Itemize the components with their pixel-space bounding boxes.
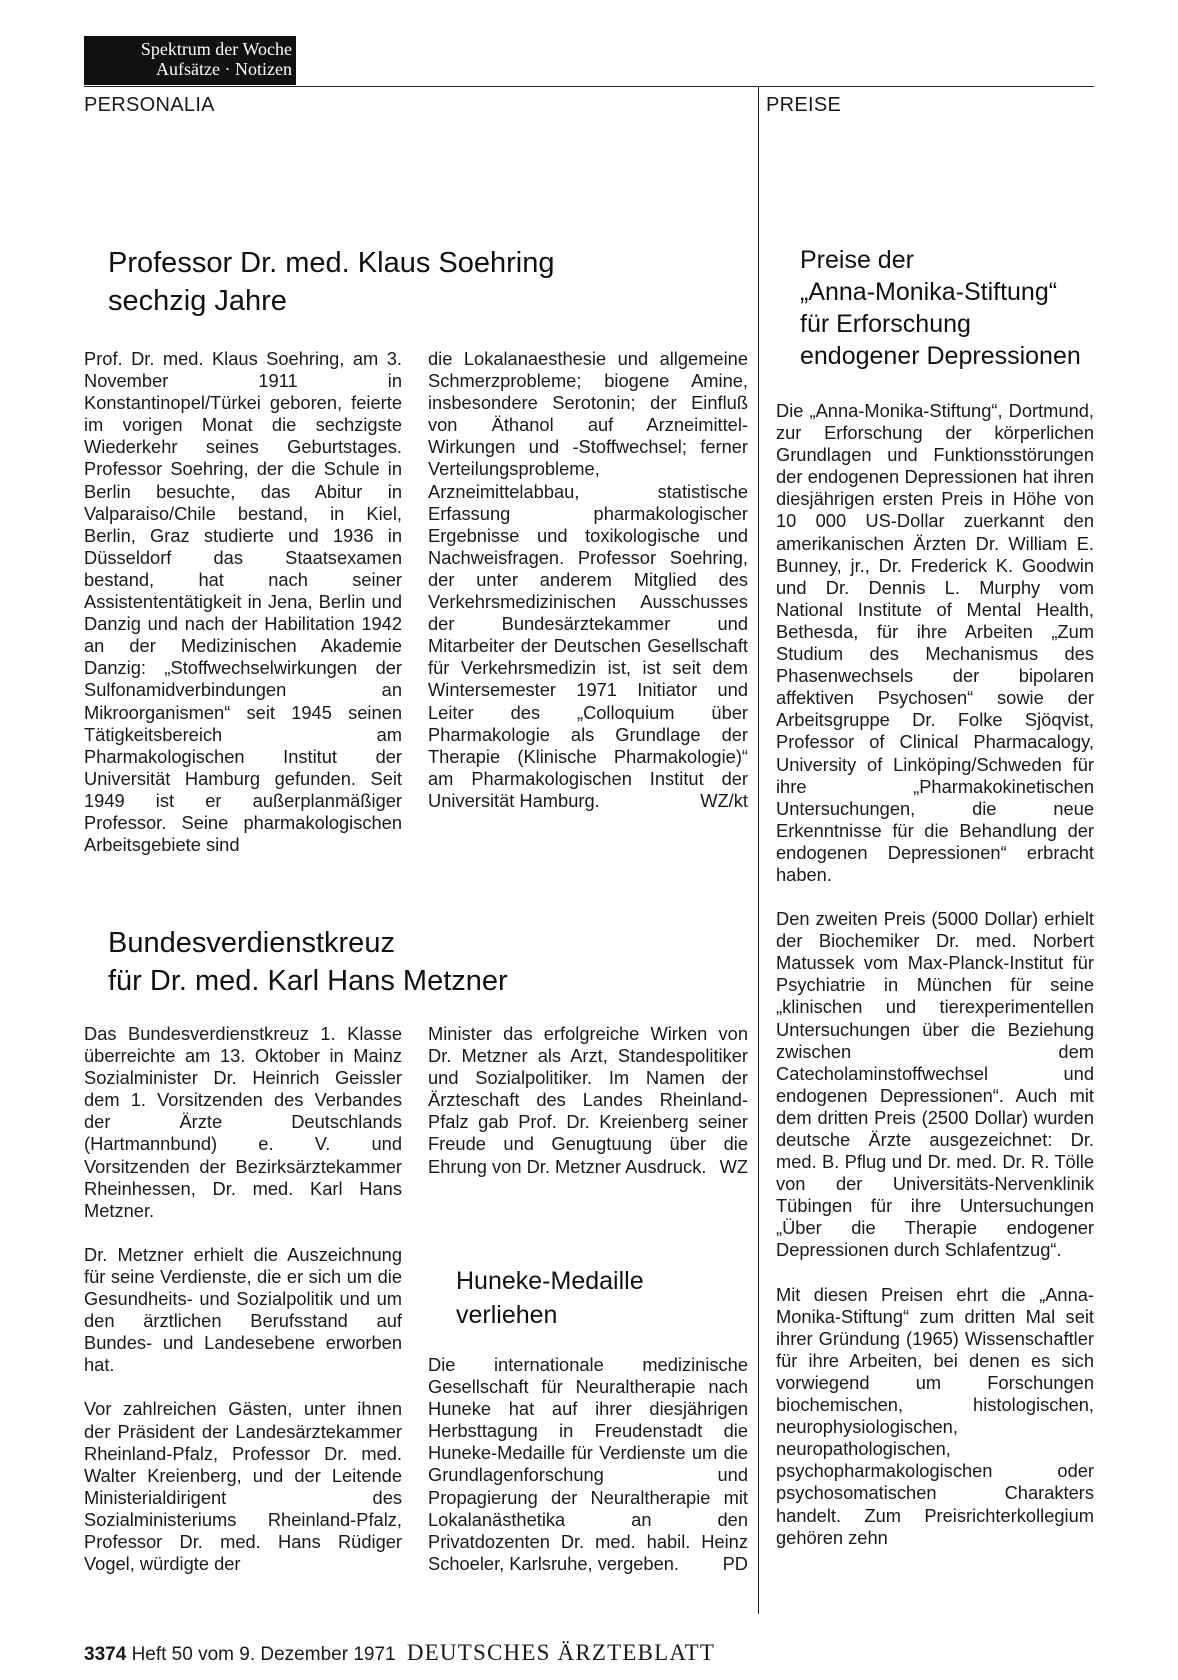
badge-line-1: Spektrum der Woche [140,39,292,59]
paragraph: Dr. Metzner erhielt die Auszeichnung für seine Verdienste, die er sich um die Gesundheits- und Sozialpolitik und um den ärztlichen Berufsstand auf Bundes- und Landesebene erworben hat. [84,1243,402,1376]
signature: WZ [719,1155,748,1177]
paragraph: Mit diesen Preisen ehrt die „Anna-Monika-Stiftung“ zum dritten Mal seit ihrer Gründung (1965) Wissenschaftler für ihre Arbeiten, bei denen es sich vorwiegend um Forschungen biochemischen, histologischen, neurophysiologischen, neuropathologischen, psychopharmakologischen oder psychosomatischen Charakters handelt. Zum Preisrichterkollegium gehören zehn [776,1283,1094,1548]
paragraph: die Lokalanaesthesie und allgemeine Schmerzprobleme; biogene Amine, insbesondere Serotonin; der Einfluß von Äthanol auf Arzneimittel-Wirkungen und -Stoffwechsel; ferner Verteilungsprobleme, Arzneimittelabbau, statistische Erfassung pharmakologischer Ergebnisse und toxikologische und Nachweisfragen. Professor Soehring, der unter anderem Mitglied des Verkehrsmedizinischen Ausschusses der Bundesärztekammer und Mitarbeiter der Deutschen Gesellschaft für Verkehrsmedizin ist, ist seit dem Wintersemester 1971 Initiator und Leiter des „Colloquium über Pharmakologie als Grundlage der Therapie (Klinische Pharmakologie)“ am Pharmakologischen Institut der Universität Hamburg. [428,348,748,811]
page-footer [84,1640,715,1666]
masthead: DEUTSCHES ÄRZTEBLATT [406,1640,716,1665]
paragraph: Minister das erfolgreiche Wirken von Dr. Metzner als Arzt, Standespolitiker und Sozialpolitiker. Im Namen der Ärzteschaft des Landes Rheinland-Pfalz gab Prof. Dr. Kreienberg seiner Freude und Genugtuung über die Ehrung von Dr. Metzner Ausdruck. [428,1023,748,1177]
article-title-anna-monika: Preise der „Anna-Monika-Stiftung“ für Erforschung endogener Depressionen [800,246,1081,370]
article-title-huneke: Huneke-Medaille verliehen [456,1267,644,1329]
paragraph: Die „Anna-Monika-Stiftung“, Dortmund, zur Erforschung der körperlichen Grundlagen und Funktionsstörungen der endogenen Depressionen hat ihren diesjährigen ersten Preis in Höhe von 10 000 US-Dollar zuerkannt den amerikanischen Ärzten Dr. William E. Bunney, jr., Dr. Frederick K. Goodwin und Dr. Dennis L. Murphy vom National Institute of Mental Health, Bethesda, für ihre Arbeiten „Zum Studium des Mechanismus des Phasenwechsels der bipolaren affektiven Psychosen“ sowie der Arbeitsgruppe Dr. Folke Sjöqvist, Professor of Clinical Pharmacalogy, University of Linköping/Schweden für ihre „Pharmakokinetischen Untersuchungen, die neue Erkenntnisse für die Behandlung der endogenen Depressionen“ erbracht haben. [776,400,1094,885]
article-title-metzner: Bundesverdienstkreuz für Dr. med. Karl Hans Metzner [108,927,508,997]
paragraph: Vor zahlreichen Gästen, unter ihnen der Präsident der Landesärztekammer Rheinland-Pfalz, Professor Dr. med. Walter Kreienberg, und der Leitende Ministerialdirigent des Sozialministeriums Rheinland-Pfalz, Professor Dr. med. Hans Rüdiger Vogel, würdigte der [84,1398,402,1575]
paragraph: Prof. Dr. med. Klaus Soehring, am 3. November 1911 in Konstantinopel/Türkei geboren, feierte im vorigen Monat die sechzigste Wiederkehr seines Geburtstages. Professor Soehring, der die Schule in Berlin besuchte, das Abitur in Valparaiso/Chile bestand, in Kiel, Berlin, Graz studierte und 1936 in Düsseldorf das Staatsexamen bestand, hat nach seiner Assistententätigkeit in Jena, Berlin und Danzig und nach der Habilitation 1942 an der Medizinischen Akademie Danzig: „Stoffwechselwirkungen der Sulfonamidverbindungen an Mikroorganismen“ seit 1945 seinen Tätigkeitsbereich am Pharmakologischen Institut der Universität Hamburg gefunden. Seit 1949 ist er außerplanmäßiger Professor. Seine pharmakologischen Arbeitsgebiete sind [84,348,402,856]
article-metzner-column-2 [428,1023,748,1178]
article-soehring-column-2 [428,348,748,812]
section-badge [84,36,296,85]
article-anna-monika-body [776,400,1094,1549]
article-soehring-column-1 [84,348,402,856]
paragraph: Den zweiten Preis (5000 Dollar) erhielt der Biochemiker Dr. med. Norbert Matussek vom Max-Planck-Institut für Psychiatrie in München für seine „klinischen und tierexperimentellen Untersuchungen über die Beziehung zwischen dem Catecholaminstoffwechsel und endogenen Depressionen“. Auch mit dem dritten Preis (2500 Dollar) wurden deutsche Ärzte ausgezeichnet: Dr. med. B. Pflug und Dr. med. Dr. R. Tölle von der Universitäts-Nervenklinik Tübingen für ihre Untersuchungen „Über die Therapie endogener Depressionen durch Schlafentzug“. [776,908,1094,1261]
article-title-soehring: Professor Dr. med. Klaus Soehring sechzig Jahre [108,247,555,317]
badge-line-2: Aufsätze · Notizen [156,59,292,79]
article-metzner-column-1 [84,1023,402,1575]
paragraph: Die internationale medizinische Gesellschaft für Neuraltherapie nach Huneke hat auf ihrer diesjährigen Herbsttagung in Freudenstadt die Huneke-Medaille für Verdienste um die Grundlagenforschung und Propagierung der Neuraltherapie mit Lokalanästhetika an den Privatdozenten Dr. med. habil. Heinz Schoeler, Karlsruhe, vergeben. [428,1354,748,1574]
issue-info: Heft 50 vom 9. Dezember 1971 [131,1644,396,1665]
signature: PD [722,1552,748,1574]
article-huneke-body [428,1354,748,1575]
signature: WZ/kt [700,789,748,811]
page-number: 3374 [84,1644,127,1665]
section-label-preise: PREISE [766,94,842,116]
column-divider [758,86,759,1614]
header-rule [84,86,1094,87]
paragraph: Das Bundesverdienstkreuz 1. Klasse überreichte am 13. Oktober in Mainz Sozialminister Dr. Heinrich Geissler dem 1. Vorsitzenden des Verbandes der Ärzte Deutschlands (Hartmannbund) e. V. und Vorsitzenden der Bezirksärztekammer Rheinhessen, Dr. med. Karl Hans Metzner. [84,1023,402,1221]
section-label-personalia: PERSONALIA [84,94,215,116]
